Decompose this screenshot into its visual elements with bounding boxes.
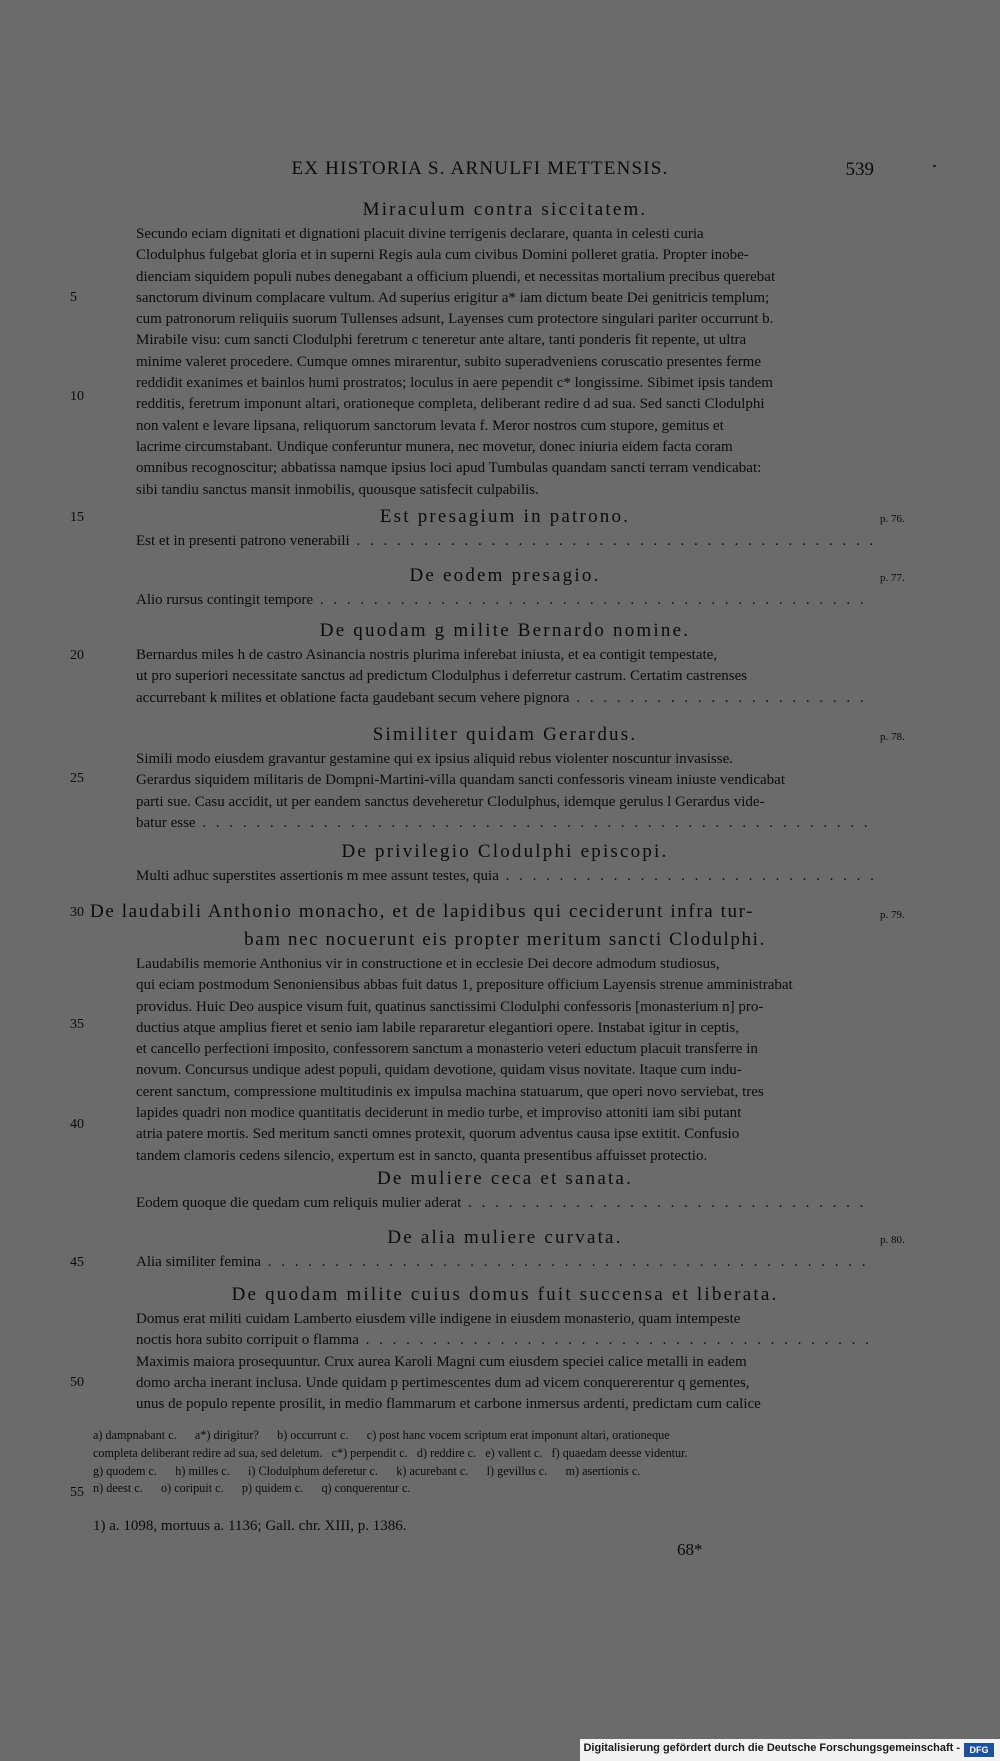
text-line: domo archa inerant inclusa. Unde quidam p pertimescentes dum ad vicem conquererentur q gementes, [136, 1374, 750, 1391]
text-line: cum patronorum reliquiis suorum Tullenses adsunt, Layenses cum protectore singulari pariter occurrunt b. [136, 311, 774, 328]
line-number: 50 [70, 1375, 84, 1390]
footer-text: Digitalisierung gefördert durch die Deutsche Forschungsgemeinschaft - [583, 1742, 960, 1754]
line-number: 30 [70, 905, 84, 920]
text-line: Bernardus miles h de castro Asinancia nostris plurima inferebat iniusta, et ea contigit tempestate, [136, 647, 718, 663]
section-gerardus [136, 721, 874, 834]
text-line: Maximis maiora prosequuntur. Crux aurea Karoli Magni cum eiusdem speciei calice metalli in eadem [136, 1353, 747, 1370]
line-number: 45 [70, 1255, 84, 1270]
scan-mark [933, 165, 936, 167]
section-heading: Similiter quidam Gerardus. [372, 724, 638, 745]
signature-mark: 68* [677, 1540, 703, 1559]
text-line: lacrime circumstabant. Undique conferuntur munera, nec movetur, donec iniuria eidem facta coram [136, 438, 733, 455]
section-heading: De alia muliere curvata. [387, 1227, 623, 1248]
text-line: batur esse . . . [136, 813, 874, 834]
text-line: tandem clamoris cedens silencio, expertum est in sancto, quanta presentibus affuisset protectio. [136, 1147, 708, 1164]
section-heading: De laudabili Anthonio monacho, et de lapidibus qui ceciderunt infra tur- [90, 901, 755, 922]
section-heading-cont: bam nec nocuerunt eis propter meritum sancti Clodulphi. [244, 929, 766, 950]
text-line: qui eciam postmodum Senoniensibus abbas fuit datus 1, prepositure officium Layensis strenue amministrabat [136, 977, 793, 994]
note-line: n) deest c. o) coripuit c. p) quidem c. q) conquerentur c. [93, 1481, 411, 1496]
text-line: dienciam siquidem populi nubes denegabant a officium pluendi, et necessitas mortalium precibus querebat [136, 268, 776, 285]
section-muliere-curvata [136, 1224, 874, 1273]
digitization-footer [580, 1739, 1000, 1761]
page-number: 539 [845, 159, 874, 180]
section-eodem-presagio [136, 562, 874, 611]
text-line: Alia similiter femina . . . [136, 1252, 874, 1273]
text-line: Multi adhuc superstites assertionis m mee assunt testes, quia . . . [136, 866, 874, 887]
text-line: sibi tandiu sanctus mansit inmobilis, quousque satisfecit culpabilis. [136, 481, 539, 498]
section-heading: De quodam milite cuius domus fuit succensa et liberata. [231, 1284, 779, 1305]
text-line: Eodem quoque die quedam cum reliquis mulier aderat . . . [136, 1193, 874, 1214]
dfg-logo: DFG [964, 1743, 994, 1757]
running-title: EX HISTORIA S. ARNULFI METTENSIS. [291, 158, 669, 179]
text-line: novum. Concursus undique adest populi, quidam devotione, quidam visus novitate. Itaque cum indu- [136, 1062, 742, 1079]
note-line: g) quodem c. h) milles c. i) Clodulphum deferetur c. k) acurebant c. l) gevillus c. m) asertionis c. [93, 1463, 641, 1478]
text-line: Simili modo eiusdem gravantur gestamine qui ex ipsius aliquid rebus violenter noscuntur invasisse. [136, 751, 733, 767]
text-line: omnibus recognoscitur; abbatissa namque ipsius loci apud Tumbulas quandam sancti terram vendicabat: [136, 460, 762, 477]
text-line: Domus erat militi cuidam Lamberto eiusdem ville indigene in eiusdem monasterio, quam intempeste [136, 1311, 741, 1327]
section-heading: Miraculum contra siccitatem. [362, 199, 648, 220]
note-line: completa deliberant redire ad sua, sed deletum. c*) perpendit c. d) reddire c. e) vallent c. f) quaedam deesse videntur. [93, 1445, 688, 1460]
text-line: atria patere mortis. Sed meritum sancti omnes protexit, quorum adventus causa ipse extitit. Confusio [136, 1126, 740, 1143]
text-line: Alio rursus contingit tempore . . . [136, 590, 874, 611]
text-line: Clodulphus fulgebat gloria et in superni Regis aula cum civibus Domini polleret gratia. Propter inobe- [136, 247, 749, 264]
line-number: 10 [70, 389, 84, 404]
apparatus-notes [93, 1427, 874, 1498]
text-line: providus. Huic Deo auspice visum fuit, quatinus sanctissimi Clodulphi confessoris [monasterium n] pro- [136, 998, 764, 1015]
text-line: et cancello perfectioni imposito, confessorem sanctum a monasterio veteri eductum placuit transferre in [136, 1041, 758, 1058]
text-line: unus de populo repente prosilit, in medio flammarum et carbone inmersus ardenti, predictam cum calice [136, 1396, 761, 1413]
text-line: Laudabilis memorie Anthonius vir in constructione et in ecclesie Dei decore admodum studiosus, [136, 956, 720, 972]
line-number: 15 [70, 510, 84, 525]
section-privilegio [136, 838, 874, 887]
section-domus-succensa [136, 1281, 874, 1415]
section-anthonio [90, 898, 874, 1167]
section-heading: De quodam g milite Bernardo nomine. [319, 620, 691, 641]
text-line: redditis, feretrum imponunt altari, orationeque completa, deliberant redire d ad sua. Sed sancti Clodulphi [136, 396, 765, 413]
page-reference: p. 78. [880, 731, 905, 743]
text-line: ut pro superiori necessitate sanctus ad predictum Clodulphus i deferretur castrum. Certatim castrenses [136, 668, 748, 685]
line-number: 40 [70, 1117, 84, 1132]
running-header [86, 158, 874, 184]
page-reference: p. 77. [880, 572, 905, 584]
section-heading: Est presagium in patrono. [379, 506, 631, 527]
text-line: sanctorum divinum complacare vultum. Ad superius erigitur a* iam dictum beate Dei genitricis templum; [136, 289, 770, 306]
section-heading: De eodem presagio. [409, 565, 601, 586]
text-line: reddidit exanimes et bainlos humi prostratos; loculus in aere pependit c* longissime. Sibimet ipsis tandem [136, 375, 773, 392]
line-number: 55 [70, 1485, 84, 1500]
section-heading: De muliere ceca et sanata. [376, 1168, 634, 1189]
line-number: 25 [70, 771, 84, 786]
text-line: Gerardus siquidem militaris de Dompni-Martini-villa quandam sancti confessoris vineam iniuste vendicabat [136, 772, 786, 789]
page-reference: p. 76. [880, 513, 905, 525]
page-reference: p. 80. [880, 1234, 905, 1246]
text-line: Est et in presenti patrono venerabili . . . [136, 531, 874, 552]
text-line: lapides quadri non modice quantitatis deciderunt in medio turbe, et improviso attoniti iam sibi putant [136, 1105, 742, 1122]
text-line: non valent e levare lipsana, reliquorum sanctorum levata f. Meror nostros cum stupore, gemitus et [136, 417, 724, 434]
line-number: 5 [70, 290, 77, 305]
text-line: Mirabile visu: cum sancti Clodulphi feretrum c teneretur ante altare, tanti ponderis fit repente, ut ultra [136, 332, 747, 349]
line-number: 35 [70, 1017, 84, 1032]
section-bernardus [136, 617, 874, 709]
section-siccitas [136, 196, 874, 501]
page-reference: p. 79. [880, 909, 905, 921]
text-line: cerent sanctum, compressione multitudinis ex impulsa machina statuarum, que operi novo serviebat, tres [136, 1083, 764, 1100]
line-number: 20 [70, 648, 84, 663]
text-line: accurrebant k milites et oblatione facta gaudebant secum vehere pignora . . . [136, 688, 874, 709]
section-heading: De privilegio Clodulphi episcopi. [341, 841, 669, 862]
text-line: Secundo eciam dignitati et dignationi placuit divine terrigenis declarare, quanta in celesti curia [136, 226, 704, 242]
note-line: a) dampnabant c. a*) dirigitur? b) occurrunt c. c) post hanc vocem scriptum erat imponunt altari, orationeque [93, 1428, 670, 1442]
text-line: ductius atque amplius fieret et senio iam labile repararetur elegantiori opere. Instabat igitur in ceptis, [136, 1019, 740, 1036]
footnote: 1) a. 1098, mortuus a. 1136; Gall. chr. XIII, p. 1386. [93, 1518, 407, 1534]
section-presagium [136, 503, 874, 552]
text-line: minime valeret procedere. Cumque omnes mirarentur, subito superadveniens coruscatio presentes ferme [136, 353, 762, 370]
section-muliere-ceca [136, 1165, 874, 1214]
text-line: parti sue. Casu accidit, ut per eandem sanctus deveheretur Clodulphus, idemque gerulus l Gerardus vide- [136, 793, 765, 810]
text-line: noctis hora subito corripuit o flamma . . . [136, 1330, 874, 1351]
